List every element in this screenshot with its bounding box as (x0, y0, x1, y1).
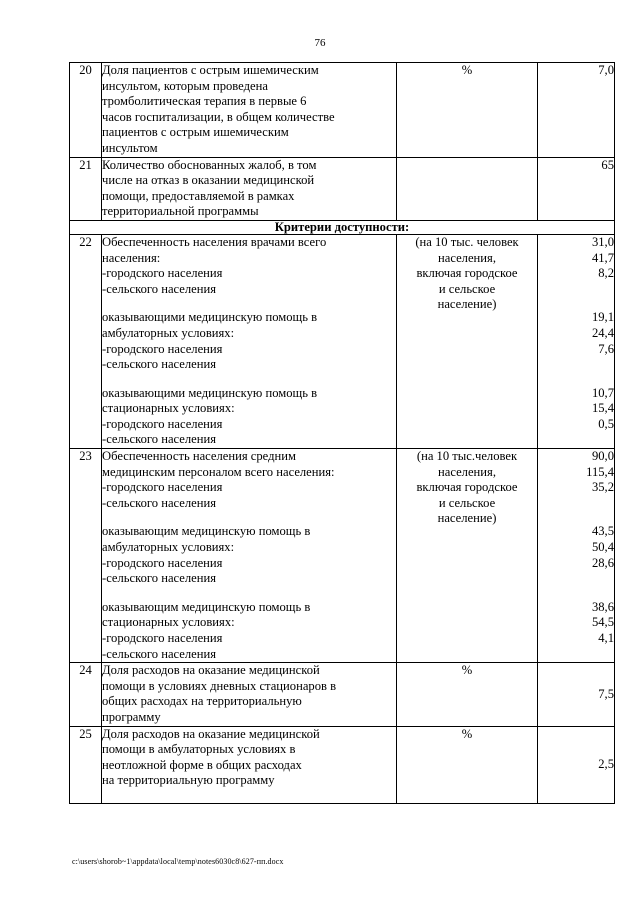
description-line: помощи, предоставляемой в рамках (102, 188, 295, 203)
table-row (70, 726, 615, 803)
description-line: -сельского населения (102, 646, 217, 661)
value-line: 31,0 (591, 234, 614, 249)
row-number: 25 (70, 726, 102, 803)
description-line: оказывающими медицинскую помощь в (102, 310, 318, 325)
value-line (538, 295, 614, 311)
description-line: Обеспеченность населения врачами всего (102, 234, 327, 249)
row-number: 22 (70, 234, 102, 448)
description-line: числе на отказ в оказании медицинской (102, 173, 315, 188)
value-line: 19,1 (591, 310, 614, 325)
description-line: -городского населения (102, 266, 223, 281)
description-line: помощи в условиях дневных стационаров в (102, 678, 337, 693)
description-line: -сельского населения (102, 357, 217, 372)
value-line: 7,6 (598, 341, 614, 356)
description-line: оказывающим медицинскую помощь в (102, 599, 311, 614)
row-unit: % (397, 663, 538, 726)
description-line: тромболитическая терапия в первые 6 (102, 94, 307, 109)
description-line: территориальной программы (102, 204, 259, 219)
description-line: амбулаторных условиях: (102, 540, 235, 555)
page-number: 76 (314, 37, 326, 49)
row-number: 24 (70, 663, 102, 726)
table-row (70, 449, 615, 663)
row-description (102, 234, 397, 448)
value-line: 15,4 (591, 401, 614, 416)
description-line: населения: (102, 250, 161, 265)
unit-line: население) (437, 511, 497, 526)
description-line: Доля расходов на оказание медицинской (102, 663, 320, 678)
row-unit (397, 449, 538, 663)
unit-line: включая городское (416, 480, 518, 495)
unit-line: (на 10 тыс.человек (416, 449, 518, 464)
table-row (70, 234, 615, 448)
description-line: -сельского населения (102, 432, 217, 447)
description-line: -сельского населения (102, 495, 217, 510)
value-line: 24,4 (591, 325, 614, 340)
description-line: оказывающим медицинскую помощь в (102, 524, 311, 539)
row-number: 21 (70, 157, 102, 220)
description-line: Обеспеченность населения средним (102, 449, 296, 464)
row-unit: % (397, 63, 538, 158)
description-line: пациентов с острым ишемическим (102, 125, 289, 140)
description-line: программу (102, 709, 161, 724)
description-line: медицинским персоналом всего населения: (102, 464, 335, 479)
row-value: 2,5 (538, 726, 615, 803)
value-line (538, 584, 614, 600)
unit-line: включая городское (416, 266, 518, 281)
description-line: -городского населения (102, 416, 223, 431)
value-line: 41,7 (591, 250, 614, 265)
row-value: 65 (538, 157, 615, 220)
section-row (70, 220, 615, 234)
value-line (538, 370, 614, 386)
value-line: 4,1 (598, 631, 614, 645)
row-description (102, 157, 397, 220)
value-line: 115,4 (586, 464, 614, 479)
value-line: 10,7 (591, 385, 614, 400)
value-line: 50,4 (591, 540, 614, 555)
description-line: оказывающими медицинскую помощь в (102, 385, 318, 400)
description-line: помощи в амбулаторных условиях в (102, 742, 296, 757)
description-line: стационарных условиях: (102, 615, 235, 630)
criteria-table (69, 62, 615, 804)
description-line: неотложной форме в общих расходах (102, 757, 302, 772)
description-line: -городского населения (102, 555, 223, 570)
row-value (538, 449, 615, 663)
value-line: 35,2 (591, 480, 614, 495)
unit-line: населения, (438, 250, 496, 265)
value-line: 28,6 (591, 555, 614, 570)
unit-line: населения, (438, 464, 496, 479)
description-line: -сельского населения (102, 281, 217, 296)
description-line: -городского населения (102, 480, 223, 495)
value-line: 54,5 (591, 615, 614, 630)
row-description (102, 63, 397, 158)
description-line: инсультом (102, 140, 158, 155)
value-line: 38,6 (591, 599, 614, 614)
description-line: Доля пациентов с острым ишемическим (102, 63, 319, 77)
value-line: 43,5 (591, 524, 614, 539)
section-heading: Критерии доступности: (70, 220, 615, 234)
unit-line: население) (437, 297, 497, 312)
description-line: -сельского населения (102, 571, 217, 586)
description-line: общих расходах на территориальную (102, 694, 302, 709)
unit-line: и сельское (438, 495, 496, 510)
value-line: 8,2 (598, 266, 614, 281)
description-line: инсультом, которым проведена (102, 78, 268, 93)
value-line (538, 509, 614, 525)
unit-line: и сельское (438, 281, 496, 296)
value-line: 90,0 (591, 449, 614, 464)
description-line: -городского населения (102, 631, 223, 645)
row-unit: % (397, 726, 538, 803)
row-number: 20 (70, 63, 102, 158)
row-description (102, 449, 397, 663)
row-description (102, 726, 397, 803)
description-line: стационарных условиях: (102, 401, 235, 416)
row-value: 7,5 (538, 663, 615, 726)
value-line: 0,5 (598, 416, 614, 431)
description-line: Доля расходов на оказание медицинской (102, 726, 320, 741)
table-row (70, 157, 615, 220)
row-description (102, 663, 397, 726)
row-value (538, 234, 615, 448)
description-line: амбулаторных условиях: (102, 325, 235, 340)
table-row (70, 663, 615, 726)
description-line: часов госпитализации, в общем количестве (102, 109, 335, 124)
table-row (70, 63, 615, 158)
row-unit (397, 234, 538, 448)
description-line: Количество обоснованных жалоб, в том (102, 157, 317, 172)
row-number: 23 (70, 449, 102, 663)
row-unit (397, 157, 538, 220)
file-path-footer: c:\users\shorob~1\appdata\local\temp\notes6030c8\627-пп.docx (72, 857, 284, 866)
unit-line: (на 10 тыс. человек (415, 234, 519, 249)
description-line: на территориальную программу (102, 773, 275, 788)
description-line: -городского населения (102, 341, 223, 356)
row-value: 7,0 (538, 63, 615, 158)
